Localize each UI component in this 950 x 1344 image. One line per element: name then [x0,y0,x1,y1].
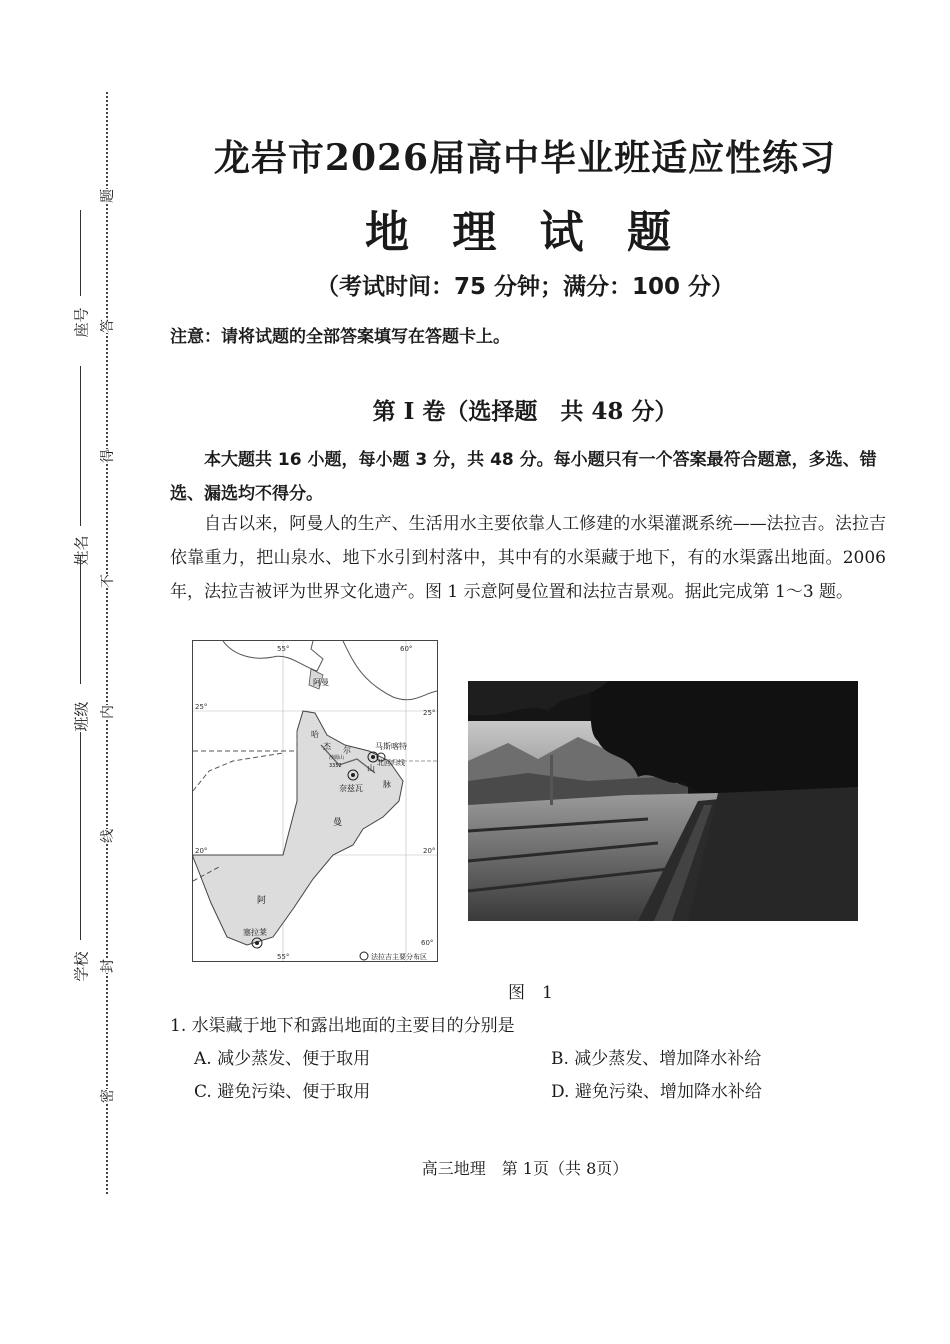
map-label-peak-height: 3352 [329,763,342,769]
map-label-lon55: 55° [277,645,290,653]
map-label-muscat: 马斯喀特 [375,742,407,751]
legend-marker [360,952,368,960]
seal-char-feng: 封 [97,959,117,973]
oman-map [192,640,438,962]
field-label-class: 班级 [72,701,91,732]
field-label-school: 学校 [72,951,91,982]
map-label-musandam: 阿曼 [313,678,329,687]
reading-passage: 自古以来，阿曼人的生产、生活用水主要依靠人工修建的水渠灌溉系统——法拉吉。法拉吉依靠重力，把山泉水、地下水引到村落中，其中有的水渠藏于地下，有的水渠露出地面。2006 年，法拉吉被评为世界文化遗产。图 1 示意阿曼位置和法拉吉景观。据此完成第 1～3 题。 [170,514,886,602]
field-line-name [80,366,81,526]
field-line-school [80,732,81,940]
seal-char-xian: 线 [97,829,117,843]
map-label-lat20: 20° [195,847,208,855]
falaj-photo-svg [468,681,858,921]
map-label-peak-name: 沙姆山 [329,755,345,761]
map-label-mountain-2: 杰 [323,742,331,751]
map-label-lon55-bottom: 55° [277,953,290,961]
field-label-name: 姓名 [72,535,91,566]
seal-char-bu: 不 [97,574,117,588]
map-label-nizwa: 奈兹瓦 [339,784,363,793]
falaj-marker-dot [351,773,355,777]
exam-info: （考试时间：75 分钟；满分：100 分） [315,274,735,300]
seal-char-de: 得 [97,449,117,463]
map-label-lon60: 60° [400,645,413,653]
map-label-salalah: 塞拉莱 [243,928,267,937]
map-label-mountain-5: 脉 [383,780,391,789]
question-1-stem: 1. 水渠藏于地下和露出地面的主要目的分别是 [170,1016,515,1036]
section-instructions: 本大题共 16 小题，每小题 3 分，共 48 分。每小题只有一个答案最符合题意，多选、错选、漏选均不得分。 [170,450,877,504]
border-line [193,731,297,751]
option-d[interactable]: D. 避免污染、增加降水补给 [551,1082,762,1102]
seal-char-mi: 密 [97,1089,117,1103]
section-heading: 第 I 卷（选择题 共 48 分） [372,398,678,425]
figure-caption: 图 1 [508,983,553,1003]
oman-map-svg [193,641,437,961]
seal-char-ti: 题 [97,189,117,203]
map-label-mountain-3: 尔 [343,746,351,755]
seal-char-da: 答 [97,319,117,333]
falaj-marker-dot [255,941,259,945]
border-line [193,753,283,791]
map-legend-text: 法拉吉主要分布区 [371,953,427,961]
map-label-lat25: 25° [195,703,208,711]
oman-territory [193,711,403,945]
map-label-lon60-bottom: 60° [421,939,434,947]
page-footer: 高三地理 第 1页（共 8页） [421,1159,629,1178]
map-label-tropic: 北回归线 [377,759,405,767]
option-a[interactable]: A. 减少蒸发、便于取用 [194,1049,371,1069]
option-c[interactable]: C. 避免污染、便于取用 [194,1082,371,1102]
seal-char-nei: 内 [97,705,117,719]
subject-title: 地 理 试 题 [365,207,685,258]
exam-title: 龙岩市2026届高中毕业班适应性练习 [213,137,837,179]
field-line-class [80,556,81,684]
coastline [223,641,323,671]
coastline [343,641,437,700]
map-label-country-1: 曼 [333,818,343,828]
map-label-mountain-1: 哈 [311,730,319,739]
map-label-lat20-right: 20° [423,847,436,855]
notice: 注意：请将试题的全部答案填写在答题卡上。 [170,327,510,347]
map-label-lat25-right: 25° [423,709,436,717]
field-label-seat: 座号 [72,307,91,338]
map-label-mountain-4: 山 [367,764,375,773]
map-label-country-2: 阿 [257,896,267,906]
falaj-marker-dot [371,755,375,759]
option-b[interactable]: B. 减少蒸发、增加降水补给 [551,1049,762,1069]
falaj-photo [468,681,858,921]
